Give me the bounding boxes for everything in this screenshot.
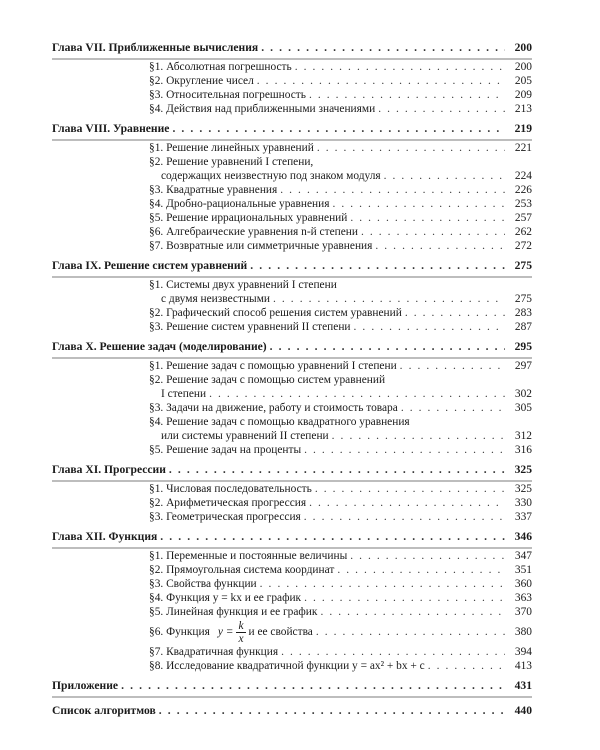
section-entry-title: §7. Возвратные или симметричные уравнения	[149, 240, 373, 252]
section-entry[interactable]	[52, 74, 532, 88]
section-entry[interactable]	[52, 591, 532, 605]
section-entry-page-number: 297	[514, 360, 532, 372]
leader-dots	[270, 340, 505, 354]
section-entry-continuation[interactable]	[52, 429, 532, 443]
leader-dots	[160, 530, 505, 544]
section-entry[interactable]	[52, 549, 532, 563]
leader-dots	[375, 239, 505, 253]
table-of-contents	[52, 41, 532, 718]
section-entry[interactable]	[52, 183, 532, 197]
section-entry[interactable]	[52, 373, 532, 387]
section-entry-title: §3. Свойства функции	[149, 578, 257, 590]
section-entry-continuation-title: I степени	[161, 388, 207, 400]
section-entry-title: §2. Арифметическая прогрессия	[149, 497, 307, 509]
section-entry[interactable]	[52, 197, 532, 211]
section-entry-page-number: 337	[514, 511, 532, 523]
section-entry[interactable]	[52, 60, 532, 74]
chapter-heading-page-number: 200	[514, 41, 532, 54]
formula-suffix: и ее свойства	[248, 626, 313, 638]
section-entry-page-number: 272	[514, 240, 532, 252]
chapter-heading-title: Глава XII. Функция	[52, 530, 158, 543]
section-entry[interactable]	[52, 102, 532, 116]
leader-dots	[337, 563, 505, 577]
leader-dots	[384, 169, 505, 183]
chapter-heading-title: Глава XI. Прогрессии	[52, 463, 166, 476]
leader-dots	[250, 259, 505, 273]
chapter-heading-title: Глава VII. Приближенные вычисления	[52, 41, 259, 54]
leader-dots	[361, 225, 505, 239]
section-entry[interactable]	[52, 239, 532, 253]
chapter-heading-page-number: 295	[514, 340, 532, 353]
section-entry[interactable]	[52, 443, 532, 457]
leader-dots	[172, 122, 505, 136]
section-entry-page-number: 213	[514, 103, 532, 115]
section-entry-continuation-page-number: 312	[514, 430, 532, 442]
section-entry-page-number: 262	[514, 226, 532, 238]
leader-dots	[315, 482, 505, 496]
section-entry[interactable]	[52, 415, 532, 429]
fraction	[236, 620, 245, 645]
formula-prefix: y =	[217, 626, 234, 638]
chapter-heading-title: Глава X. Решение задач (моделирование)	[52, 340, 267, 353]
section-entry-title: §3. Задачи на движение, работу и стоимость товара	[149, 402, 398, 414]
section-entry-title: §1. Решение задач с помощью уравнений I степени	[149, 360, 397, 372]
section-entry-continuation-page-number: 275	[514, 293, 532, 305]
leader-dots	[320, 605, 505, 619]
section-entry-title: §2. Графический способ решения систем уравнений	[149, 307, 402, 319]
back-matter-entry-page-number: 431	[514, 679, 532, 692]
section-entry-page-number: 205	[514, 75, 532, 87]
section-entry-page-number: 363	[514, 592, 532, 604]
section-entry-title: §2. Прямоугольная система координат	[149, 564, 335, 576]
back-matter-entry-title: Приложение	[52, 679, 119, 692]
chapter-heading-page-number: 346	[514, 530, 532, 543]
section-entry[interactable]	[52, 496, 532, 510]
leader-dots	[273, 292, 505, 306]
leader-dots	[378, 102, 505, 116]
back-matter-entry[interactable]	[52, 679, 532, 693]
section-entry-continuation-title: с двумя неизвестными	[161, 293, 271, 305]
back-matter-entry-title: Список алгоритмов	[52, 704, 156, 717]
section-entry-page-number: 351	[514, 564, 532, 576]
section-entry-title	[149, 620, 313, 645]
leader-dots	[169, 463, 505, 477]
section-entry-title: §5. Решение иррациональных уравнений	[149, 212, 348, 224]
section-entry-page-number: 221	[514, 142, 532, 154]
section-entry-continuation[interactable]	[52, 169, 532, 183]
back-matter-entry[interactable]	[52, 704, 532, 718]
section-entry-continuation[interactable]	[52, 387, 532, 401]
fraction-numerator: k	[238, 619, 244, 632]
leader-dots	[401, 401, 505, 415]
section-entry[interactable]	[52, 659, 532, 673]
section-entry-page-number: 380	[514, 626, 532, 638]
leader-dots	[309, 88, 505, 102]
leader-dots	[159, 704, 505, 718]
section-entry[interactable]	[52, 401, 532, 415]
back-matter-divider	[52, 696, 532, 698]
leader-dots	[317, 141, 505, 155]
section-entry-title: §7. Квадратичная функция	[149, 646, 279, 658]
section-entry-page-number: 330	[514, 497, 532, 509]
fraction-denominator: x	[238, 632, 244, 645]
section-entry-continuation-page-number: 302	[514, 388, 532, 400]
section-entry-page-number: 305	[514, 402, 532, 414]
section-entry-title: §4. Действия над приближенными значениями	[149, 103, 376, 115]
section-entry-page-number: 413	[514, 660, 532, 672]
leader-dots	[316, 625, 505, 639]
chapter-heading-title: Глава VIII. Уравнение	[52, 122, 170, 135]
chapter-heading-page-number: 325	[514, 463, 532, 476]
section-entry[interactable]	[52, 619, 532, 645]
leader-dots	[428, 659, 505, 673]
leader-dots	[309, 496, 505, 510]
section-entry-title: §3. Квадратные уравнения	[149, 184, 278, 196]
section-entry[interactable]	[52, 278, 532, 292]
leader-dots	[209, 387, 505, 401]
section-entry[interactable]	[52, 141, 532, 155]
section-entry-page-number: 360	[514, 578, 532, 590]
section-entry-continuation-page-number: 224	[514, 170, 532, 182]
chapter-heading[interactable]	[52, 530, 532, 544]
leader-dots	[261, 41, 505, 55]
section-entry-page-number: 325	[514, 483, 532, 495]
section-entry[interactable]	[52, 306, 532, 320]
section-entry[interactable]	[52, 577, 532, 591]
section-entry[interactable]	[52, 645, 532, 659]
leader-dots	[332, 197, 505, 211]
leader-dots	[405, 306, 505, 320]
section-entry-title: §3. Геометрическая прогрессия	[149, 511, 301, 523]
chapter-heading-page-number: 219	[514, 122, 532, 135]
leader-dots	[281, 645, 505, 659]
leader-dots	[121, 679, 505, 693]
section-entry[interactable]	[52, 320, 532, 334]
section-entry-title: §1. Абсолютная погрешность	[149, 61, 292, 73]
section-entry-title: §1. Системы двух уравнений I степени	[149, 279, 337, 291]
leader-dots	[350, 549, 505, 563]
section-entry-continuation-title: содержащих неизвестную под знаком модуля	[161, 170, 381, 182]
leader-dots	[295, 60, 505, 74]
section-entry[interactable]	[52, 225, 532, 239]
section-entry[interactable]	[52, 359, 532, 373]
leader-dots	[354, 320, 505, 334]
section-entry-title: §4. Дробно-рациональные уравнения	[149, 198, 330, 210]
section-entry[interactable]	[52, 88, 532, 102]
section-entry-page-number: 226	[514, 184, 532, 196]
section-entry-page-number: 253	[514, 198, 532, 210]
section-entry-title: §4. Решение задач с помощью квадратного уравнения	[149, 416, 410, 428]
leader-dots	[332, 429, 505, 443]
section-entry-page-number: 347	[514, 550, 532, 562]
section-entry[interactable]	[52, 563, 532, 577]
section-entry-title: §6. Алгебраические уравнения n-й степени	[149, 226, 358, 238]
section-entry-title-text: §6. Функция	[149, 626, 210, 638]
chapter-heading[interactable]	[52, 463, 532, 477]
leader-dots	[257, 74, 505, 88]
section-entry-title: §5. Линейная функция и ее график	[149, 606, 318, 618]
section-entry-page-number: 200	[514, 61, 532, 73]
section-entry-page-number: 394	[514, 646, 532, 658]
section-entry-title: §2. Округление чисел	[149, 75, 254, 87]
section-entry-title: §5. Решение задач на проценты	[149, 444, 302, 456]
section-entry-title: §2. Решение уравнений I степени,	[149, 156, 314, 168]
chapter-heading-title: Глава IX. Решение систем уравнений	[52, 259, 248, 272]
leader-dots	[304, 591, 505, 605]
section-entry[interactable]	[52, 482, 532, 496]
chapter-heading[interactable]	[52, 259, 532, 273]
leader-dots	[350, 211, 505, 225]
section-entry-page-number: 209	[514, 89, 532, 101]
back-matter-entry-page-number: 440	[514, 704, 532, 717]
leader-dots	[304, 510, 505, 524]
leader-dots	[400, 359, 505, 373]
leader-dots	[280, 183, 505, 197]
section-entry-title: §3. Решение систем уравнений II степени	[149, 321, 351, 333]
chapter-heading-page-number: 275	[514, 259, 532, 272]
section-entry-title: §2. Решение задач с помощью систем уравнений	[149, 374, 386, 386]
section-entry-title: §3. Относительная погрешность	[149, 89, 306, 101]
section-entry-title: §1. Числовая последовательность	[149, 483, 312, 495]
section-entry-page-number: 283	[514, 307, 532, 319]
section-entry-page-number: 257	[514, 212, 532, 224]
section-entry-title: §1. Переменные и постоянные величины	[149, 550, 348, 562]
chapter-heading[interactable]	[52, 122, 532, 136]
section-entry[interactable]	[52, 510, 532, 524]
section-entry-title: §8. Исследование квадратичной функции y = ax² + bx + c	[149, 660, 425, 672]
section-entry-title: §4. Функция y = kx и ее график	[149, 592, 302, 604]
chapter-heading[interactable]	[52, 340, 532, 354]
chapter-heading[interactable]	[52, 41, 532, 55]
section-entry[interactable]	[52, 155, 532, 169]
leader-dots	[304, 443, 505, 457]
section-entry[interactable]	[52, 605, 532, 619]
section-entry-continuation[interactable]	[52, 292, 532, 306]
section-entry-page-number: 287	[514, 321, 532, 333]
section-entry-page-number: 316	[514, 444, 532, 456]
section-entry-title: §1. Решение линейных уравнений	[149, 142, 314, 154]
leader-dots	[260, 577, 505, 591]
section-entry-continuation-title: или системы уравнений II степени	[161, 430, 329, 442]
section-entry[interactable]	[52, 211, 532, 225]
section-entry-page-number: 370	[514, 606, 532, 618]
